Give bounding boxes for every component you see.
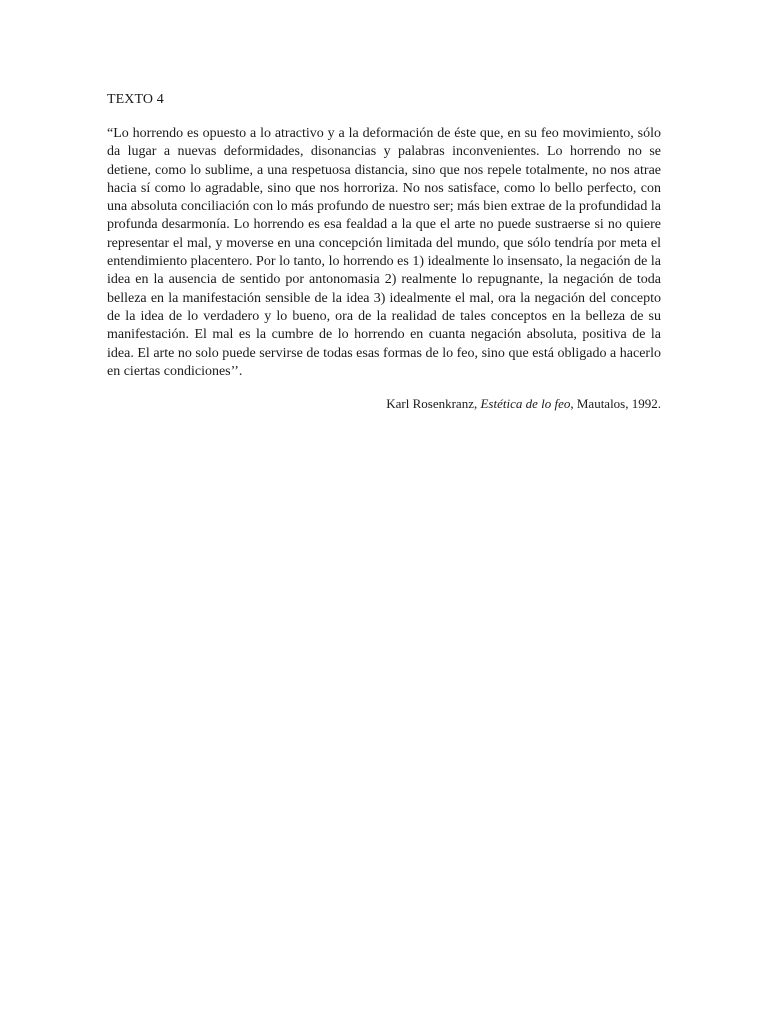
text-heading: TEXTO 4 (107, 92, 164, 107)
citation-work-title: Estética de lo feo (480, 396, 571, 412)
citation-author: Karl Rosenkranz, (386, 396, 481, 412)
quote-paragraph: “Lo horrendo es opuesto a lo atractivo y a la deformación de éste que, en su feo movimiento, sólo da lugar a nuevas deformidades, disonancias y palabras inconvenientes. Lo horrendo no se detiene, como lo sublime, a una respetuosa distancia, sino que nos repele totalmente, no nos atrae hacia sí como lo agradable, sino que nos horroriza. No nos satisface, como lo bello perfecto, con una absoluta conciliación con lo más profundo de nuestro ser; más bien extrae de la profundidad la profunda desarmonía. Lo horrendo es esa fealdad a la que el arte no puede sustraerse si no quiere representar el mal, y moverse en una concepción limitada del mundo, que sólo tendría por meta el entendimiento placentero. Por lo tanto, lo horrendo es 1) idealmente lo insensato, la negación de la idea en la ausencia de sentido por antonomasia 2) realmente lo repugnante, la negación de toda belleza en la manifestación sensible de la idea 3) idealmente el mal, ora la negación del concepto de la idea de lo verdadero y lo bueno, ora de la realidad de tales conceptos en la belleza de su manifestación. El mal es la cumbre de lo horrendo en cuanta negación absoluta, positiva de la idea. El arte no solo puede servirse de todas esas formas de lo feo, sino que está obligado a hacerlo en ciertas condiciones’’. (107, 126, 661, 379)
citation (107, 395, 661, 413)
document-page (107, 91, 661, 413)
citation-publisher-year: , Mautalos, 1992. (570, 396, 661, 412)
